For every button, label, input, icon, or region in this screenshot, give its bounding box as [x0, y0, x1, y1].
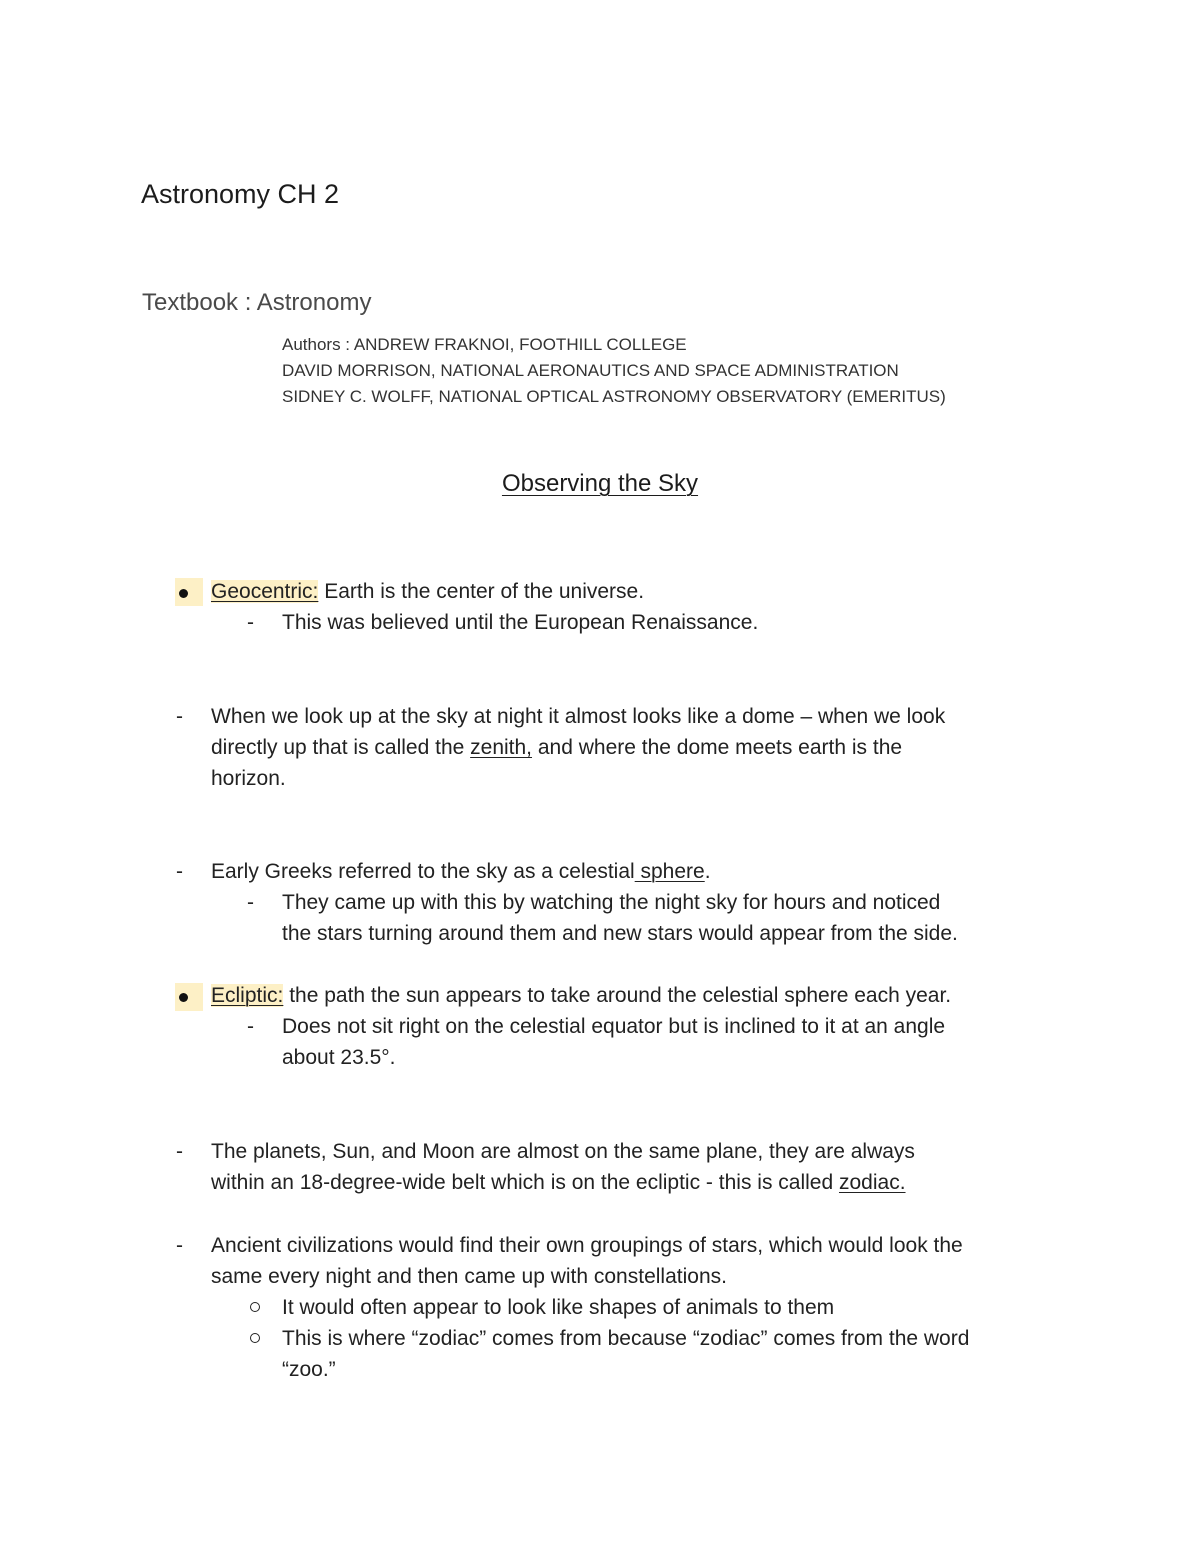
text-line — [211, 732, 945, 763]
text-line: “zoo.” — [282, 1358, 336, 1381]
text-line: about 23.5°. — [282, 1046, 396, 1069]
list-item-planets — [211, 1136, 915, 1198]
dash-marker: - — [176, 1234, 183, 1257]
text-line: horizon. — [211, 767, 286, 790]
list-item-ancient — [211, 1230, 963, 1292]
dash-marker: - — [176, 705, 183, 728]
list-item-dome — [211, 701, 945, 794]
text-line: When we look up at the sky at night it almost looks like a dome – when we look — [211, 705, 946, 728]
text-line: Does not sit right on the celestial equator but is inclined to it at an angle — [282, 1015, 946, 1038]
author-line: DAVID MORRISON, NATIONAL AERONAUTICS AND SPACE ADMINISTRATION — [282, 361, 899, 380]
list-item-greeks — [211, 856, 711, 887]
author-line: Authors : ANDREW FRAKNOI, FOOTHILL COLLEGE — [282, 335, 687, 354]
text-span: directly up that is called the — [211, 736, 471, 759]
dash-marker: - — [176, 860, 183, 883]
dash-marker: - — [176, 1140, 183, 1163]
author-line: SIDNEY C. WOLFF, NATIONAL OPTICAL ASTRONOMY OBSERVATORY (EMERITUS) — [282, 387, 946, 406]
text-span: Early Greeks referred to the sky as a celestial — [211, 860, 635, 883]
text-span: and where the dome meets earth is the — [532, 736, 903, 759]
term-zenith: zenith, — [470, 736, 533, 759]
text-line — [211, 1167, 915, 1198]
sub-item-zoo — [282, 1323, 969, 1385]
bullet-icon — [179, 589, 188, 598]
authors-block — [282, 332, 946, 410]
text-line: This is where “zodiac” comes from because “zodiac” comes from the word — [282, 1327, 970, 1350]
circle-bullet-icon — [250, 1333, 260, 1343]
sub-item-animals: It would often appear to look like shapes of animals to them — [282, 1296, 835, 1319]
text-line: The planets, Sun, and Moon are almost on the same plane, they are always — [211, 1140, 915, 1163]
bullet-icon — [179, 993, 188, 1002]
textbook-line: Textbook : Astronomy — [142, 289, 372, 316]
sub-item-geocentric: This was believed until the European Renaissance. — [282, 611, 759, 634]
definition-ecliptic: the path the sun appears to take around the celestial sphere each year. — [283, 984, 952, 1007]
dash-marker: - — [247, 611, 254, 634]
sub-item-greeks — [282, 887, 958, 949]
document-title: Astronomy CH 2 — [141, 179, 340, 209]
text-line: the stars turning around them and new stars would appear from the side. — [282, 922, 958, 945]
section-heading-text: Observing the Sky — [501, 470, 699, 497]
sub-item-ecliptic — [282, 1011, 945, 1073]
list-item-ecliptic — [211, 980, 951, 1011]
list-item-geocentric — [211, 576, 644, 607]
dash-marker: - — [247, 1015, 254, 1038]
definition-geocentric: Earth is the center of the universe. — [318, 580, 645, 603]
term-geocentric: Geocentric: — [211, 580, 319, 603]
text-span: . — [704, 860, 711, 883]
text-line: same every night and then came up with constellations. — [211, 1265, 727, 1288]
section-heading — [0, 470, 1200, 498]
term-ecliptic: Ecliptic: — [211, 984, 284, 1007]
dash-marker: - — [247, 891, 254, 914]
term-zodiac: zodiac. — [838, 1171, 906, 1194]
text-line: Ancient civilizations would find their own groupings of stars, which would look the — [211, 1234, 963, 1257]
term-sphere: sphere — [634, 860, 705, 883]
circle-bullet-icon — [250, 1302, 260, 1312]
text-span: within an 18-degree-wide belt which is on the ecliptic - this is called — [211, 1171, 839, 1194]
text-line: They came up with this by watching the night sky for hours and noticed — [282, 891, 941, 914]
